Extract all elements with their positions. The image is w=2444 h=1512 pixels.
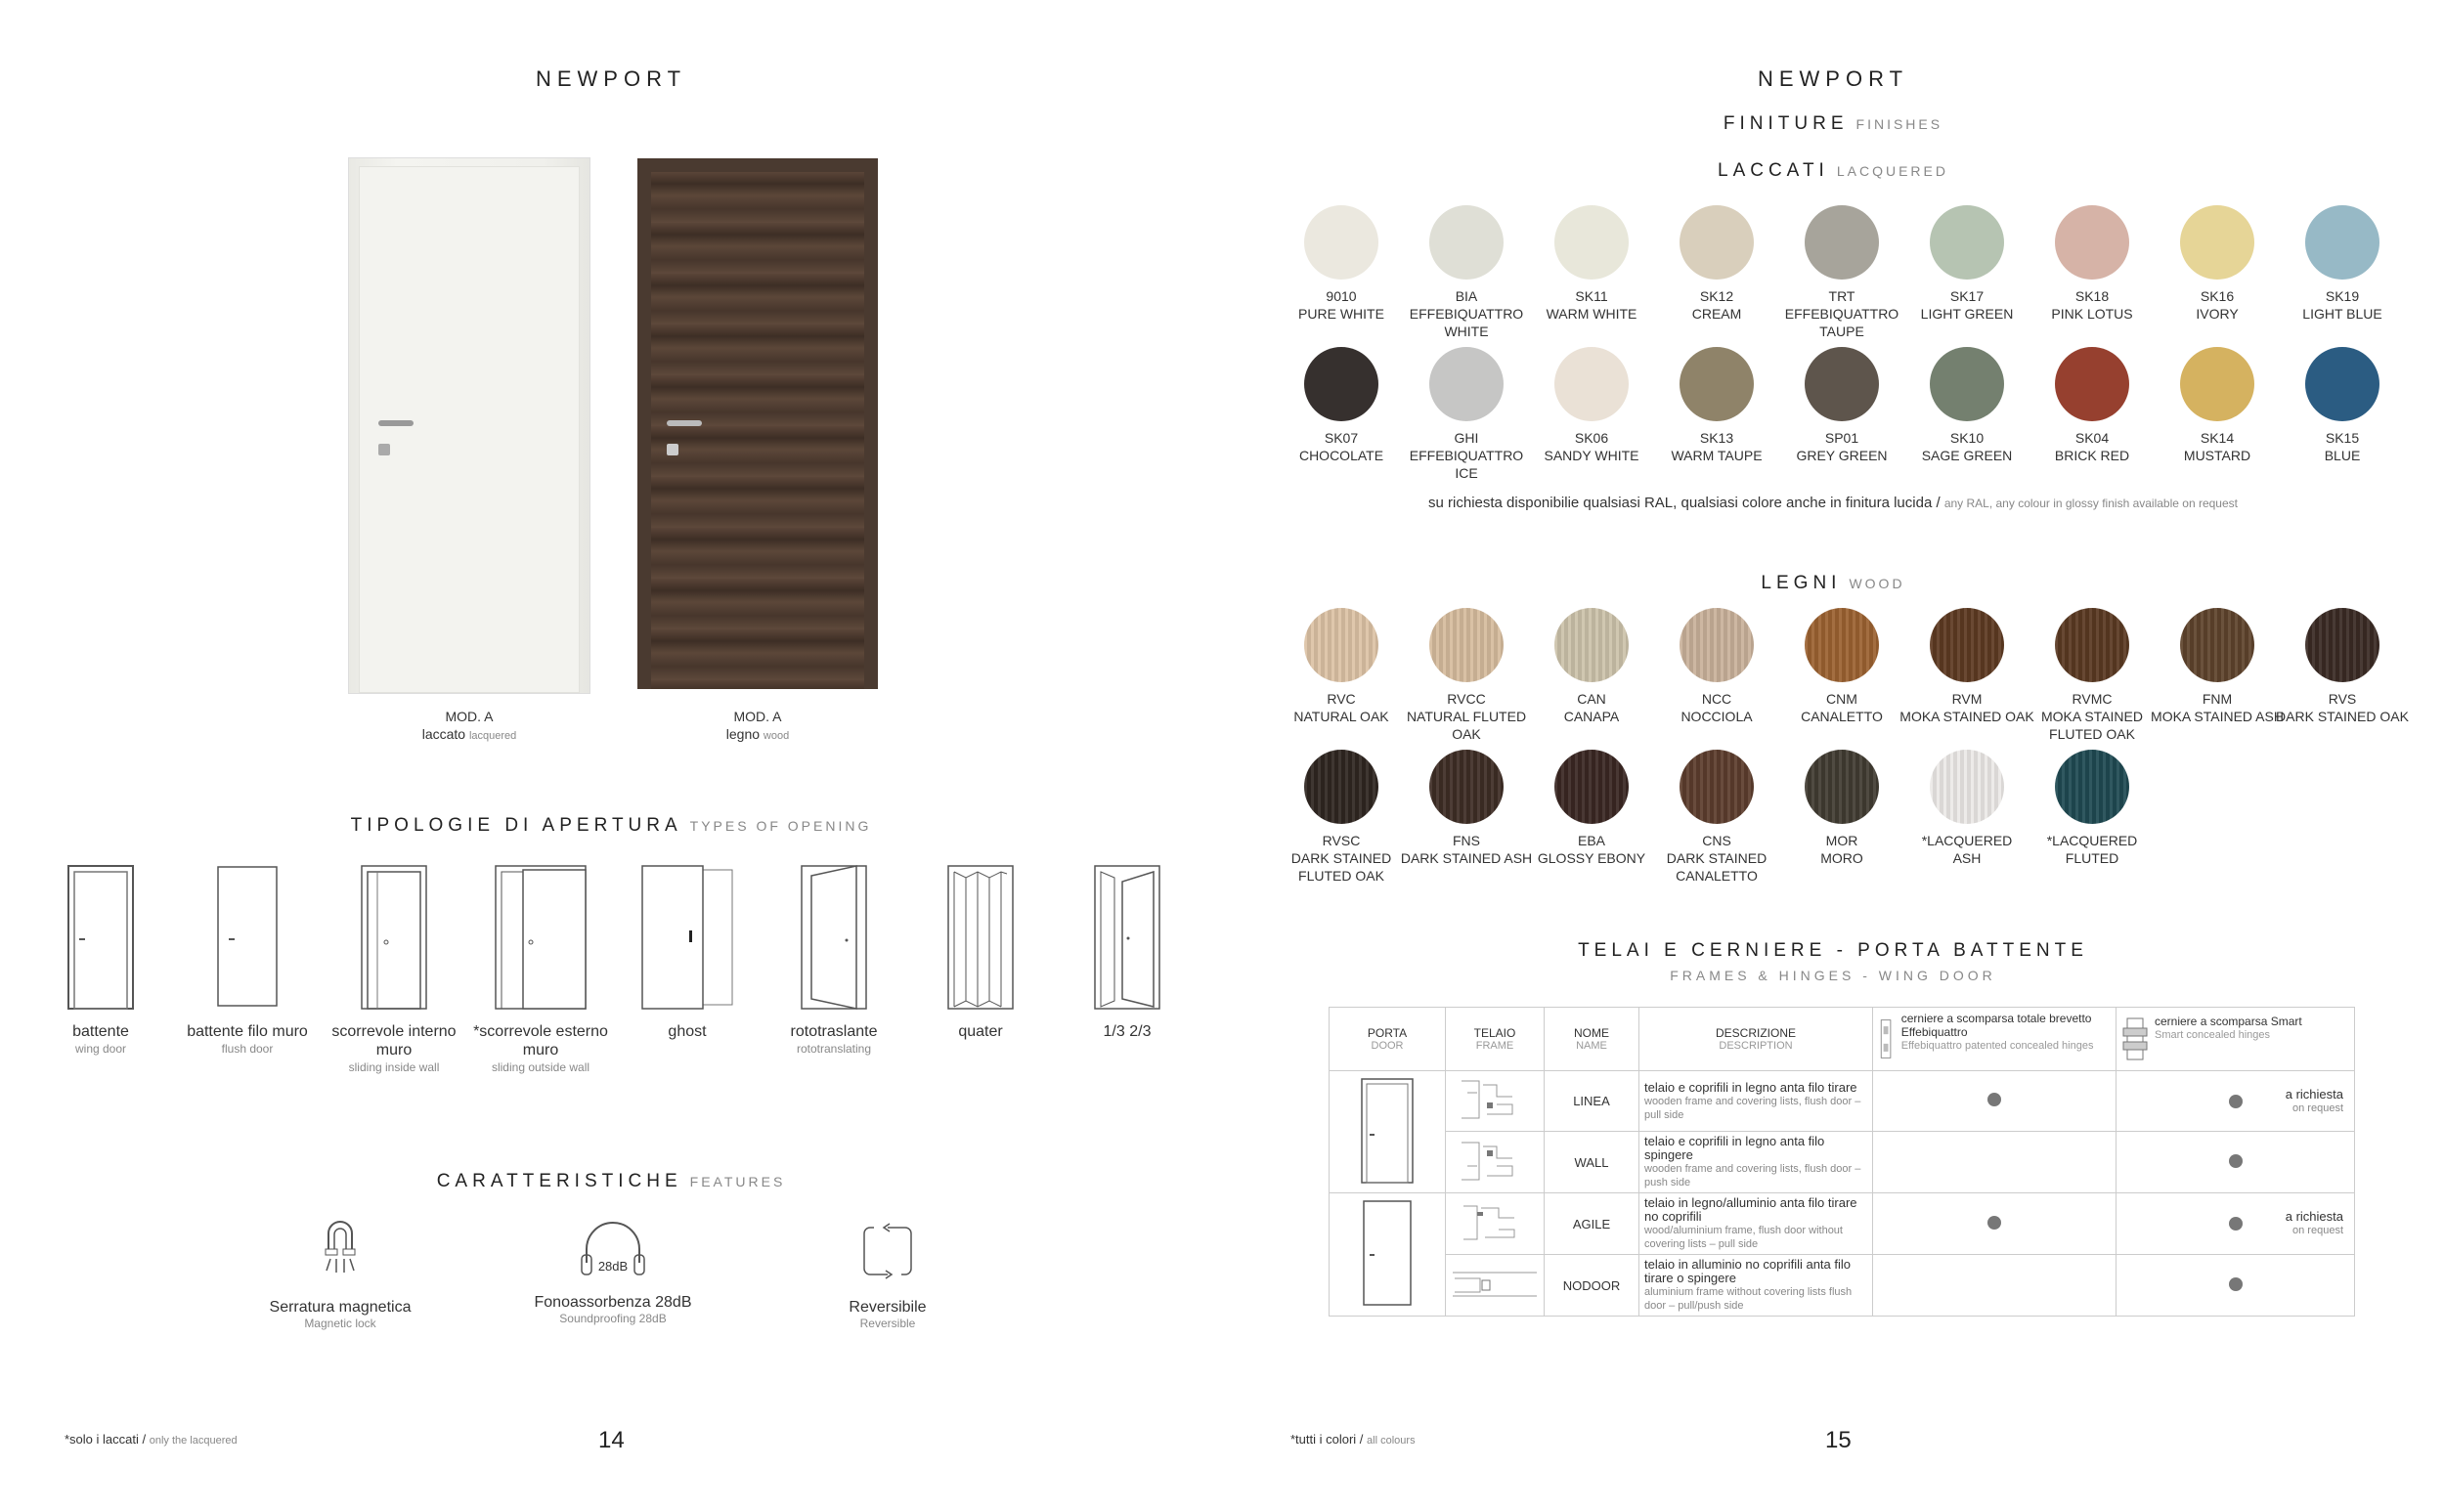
lock-icon — [667, 444, 678, 455]
lacquered-swatch-code: SP01 — [1824, 430, 1859, 446]
lacquered-swatch-color — [1429, 347, 1504, 421]
sliding-outside-wall-icon — [494, 864, 588, 1011]
wood-title: LEGNI WOOD — [1761, 573, 1905, 593]
opening-type-ghost: ghost — [609, 864, 765, 1041]
hinge-icon — [1878, 1012, 1896, 1066]
wood-swatch — [1523, 750, 1660, 867]
lacquered-swatch-name: CHOCOLATE — [1298, 448, 1384, 463]
lacquered-swatch-color — [1930, 205, 2004, 280]
wood-swatch-color — [2055, 608, 2129, 682]
brand-title-right: NEWPORT — [1757, 66, 1909, 91]
wood-swatch-code: MOR — [1825, 833, 1858, 848]
wood-swatch-name: NATURAL OAK — [1293, 709, 1389, 724]
page-number-right: 15 — [1825, 1427, 1852, 1453]
lacquered-swatch-name: BLUE — [2324, 448, 2361, 463]
headphones-icon-label: 28dB — [597, 1259, 629, 1274]
ghost-door-icon — [640, 864, 734, 1011]
wood-swatch-code: *LACQUERED — [2046, 833, 2138, 848]
lacquered-swatch — [2024, 347, 2160, 464]
lacquered-swatch-code: SK15 — [2325, 430, 2360, 446]
table-header-row — [1330, 1008, 2355, 1071]
lacquered-swatch-name: EFFEBIQUATTRO ICE — [1409, 448, 1524, 481]
table-header: cerniere a scomparsa totale brevetto Effebiquattro Effebiquattro patented concealed hinges — [1873, 1008, 2117, 1071]
lacquered-swatch — [2149, 347, 2286, 464]
lacquered-swatch-name: LIGHT BLUE — [2302, 306, 2382, 322]
wood-swatch-name: CANAPA — [1563, 709, 1620, 724]
wood-swatch-code: FNM — [2202, 691, 2233, 707]
wood-swatch-name: NOCCIOLA — [1680, 709, 1753, 724]
lacquered-swatch — [1898, 347, 2035, 464]
wood-swatch-name: MOKA STAINED ASH — [2151, 709, 2284, 724]
wood-swatch-name: NATURAL FLUTED OAK — [1406, 709, 1527, 742]
lacquered-swatch-code: BIA — [1455, 288, 1478, 304]
wood-swatch-color — [1680, 608, 1754, 682]
smart-hinge-cell — [2117, 1255, 2355, 1317]
lacquered-swatch — [1773, 205, 1910, 340]
lacquered-title: LACCATI LACQUERED — [1718, 160, 1948, 181]
frame-section-icon — [1458, 1137, 1532, 1186]
lacquered-swatch — [1398, 205, 1535, 340]
wood-swatch-code: RVS — [2328, 691, 2357, 707]
wing-door-icon — [66, 864, 135, 1011]
table-header: cerniere a scomparsa Smart Smart concealed hinges — [2117, 1008, 2355, 1071]
frames-hinges-table — [1329, 1007, 2355, 1317]
brand-title-left: NEWPORT — [535, 66, 687, 91]
frame-drawing-cell — [1446, 1071, 1545, 1132]
lacquered-swatch-name: SANDY WHITE — [1544, 448, 1639, 463]
wood-swatch-color — [1805, 750, 1879, 824]
lacquered-swatch-name: PINK LOTUS — [2051, 306, 2133, 322]
available-dot-icon — [1987, 1093, 2001, 1106]
lacquered-swatch-color — [1554, 347, 1629, 421]
lacquered-swatch-name: LIGHT GREEN — [1920, 306, 2014, 322]
lacquered-swatch-name: CREAM — [1691, 306, 1742, 322]
wood-swatch-color — [1680, 750, 1754, 824]
lacquered-swatch-color — [1930, 347, 2004, 421]
wood-swatch — [1523, 608, 1660, 725]
lacquered-swatch-name: EFFEBIQUATTRO TAUPE — [1784, 306, 1899, 339]
wood-swatch — [1773, 608, 1910, 725]
lacquered-swatch-color — [1680, 347, 1754, 421]
frame-section-icon — [1451, 1265, 1539, 1304]
wood-swatch-color — [1429, 608, 1504, 682]
lacquered-swatch-code: TRT — [1828, 288, 1855, 304]
frame-drawing-cell — [1446, 1193, 1545, 1255]
lock-icon — [378, 444, 390, 455]
lacquered-swatch — [1398, 347, 1535, 482]
available-dot-icon — [2229, 1095, 2243, 1108]
wood-swatch-color — [1805, 608, 1879, 682]
wood-swatch-name: ASH — [1952, 850, 1982, 866]
wood-swatch — [2149, 608, 2286, 725]
lacquered-swatch-code: SK12 — [1699, 288, 1734, 304]
lacquered-swatch-code: SK07 — [1324, 430, 1359, 446]
table-header: PORTA DOOR — [1330, 1008, 1446, 1071]
wood-swatch-name: MOKA STAINED FLUTED OAK — [2041, 709, 2143, 742]
wood-swatch-name: DARK STAINED CANALETTO — [1666, 850, 1768, 884]
available-dot-icon — [2229, 1277, 2243, 1291]
wood-swatch-color — [2055, 750, 2129, 824]
lacquered-swatch-color — [1429, 205, 1504, 280]
lacquered-swatch-name: EFFEBIQUATTRO WHITE — [1409, 306, 1524, 339]
smart-hinge-cell: a richiesta on request — [2117, 1071, 2355, 1132]
available-dot-icon — [2229, 1217, 2243, 1231]
feature-reversible: Reversibile Reversible — [761, 1220, 1015, 1330]
lacquered-swatch-color — [1805, 205, 1879, 280]
wood-swatch-name: DARK STAINED OAK — [2276, 709, 2409, 724]
wood-swatch — [1773, 750, 1910, 867]
frame-section-icon — [1458, 1198, 1532, 1247]
opening-type-one-third-two-thirds: 1/3 2/3 — [1049, 864, 1205, 1041]
lacquered-swatch — [1648, 205, 1785, 323]
lacquered-swatch — [1648, 347, 1785, 464]
lacquered-swatch-code: SK17 — [1949, 288, 1985, 304]
wood-swatch-code: NCC — [1701, 691, 1732, 707]
wood-swatch-name: DARK STAINED FLUTED OAK — [1290, 850, 1392, 884]
table-header: NOME NAME — [1545, 1008, 1639, 1071]
opening-type-scorrevole-esterno: *scorrevole esterno muro sliding outside wall — [462, 864, 619, 1075]
wood-swatch-code: RVCC — [1447, 691, 1486, 707]
door-outline-icon — [1360, 1077, 1415, 1185]
wood-swatch-color — [1930, 750, 2004, 824]
frame-name: NODOOR — [1545, 1255, 1639, 1317]
headphones-icon — [579, 1220, 647, 1280]
opening-type-scorrevole-interno: scorrevole interno muro sliding inside wall — [316, 864, 472, 1075]
wood-swatch — [1898, 608, 2035, 725]
wood-swatch — [2024, 608, 2160, 743]
rototranslating-door-icon — [800, 864, 868, 1011]
wood-swatch-code: EBA — [1577, 833, 1605, 848]
wood-swatch-name: GLOSSY EBONY — [1537, 850, 1646, 866]
magnetic-lock-icon — [213, 1220, 467, 1285]
effebiquattro-hinge-cell — [1873, 1071, 2117, 1132]
frame-name: AGILE — [1545, 1193, 1639, 1255]
table-row — [1330, 1255, 2355, 1317]
wood-swatch — [2024, 750, 2160, 867]
lacquered-swatch-code: SK14 — [2200, 430, 2235, 446]
folding-door-icon — [946, 864, 1015, 1011]
frame-name: LINEA — [1545, 1071, 1639, 1132]
lacquered-swatch — [1273, 205, 1410, 323]
wood-swatch-name: FLUTED — [2065, 850, 2119, 866]
wood-swatch — [1648, 750, 1785, 885]
wood-swatch-code: *LACQUERED — [1921, 833, 2013, 848]
wood-swatch-color — [1554, 608, 1629, 682]
lacquered-swatch — [1273, 347, 1410, 464]
smart-hinge-cell — [2117, 1132, 2355, 1193]
effebiquattro-hinge-cell — [1873, 1255, 2117, 1317]
lacquered-swatch-color — [2305, 347, 2379, 421]
lacquered-swatch-color — [1680, 205, 1754, 280]
wood-swatch-code: FNS — [1453, 833, 1480, 848]
frame-name: WALL — [1545, 1132, 1639, 1193]
sliding-inside-wall-icon — [360, 864, 428, 1011]
lacquered-swatch-color — [2055, 205, 2129, 280]
smart-hinge-icon — [2121, 1015, 2149, 1063]
lacquered-swatch-color — [1554, 205, 1629, 280]
lacquered-swatch — [1898, 205, 2035, 323]
lacquered-swatch — [1523, 347, 1660, 464]
frame-description: telaio e coprifili in legno anta filo tirare wooden frame and covering lists, flush door – pull side — [1639, 1071, 1873, 1132]
wood-swatch — [1273, 608, 1410, 725]
frame-description: telaio in legno/alluminio anta filo tirare no coprifili wood/aluminium frame, flush door without covering lists – pull side — [1639, 1193, 1873, 1255]
feature-magnetic-lock: Serratura magnetica Magnetic lock — [213, 1220, 467, 1330]
wood-swatch-code: RVC — [1327, 691, 1356, 707]
table-row — [1330, 1132, 2355, 1193]
opening-type-battente: battente wing door — [22, 864, 179, 1057]
lacquered-swatch-code: SK16 — [2200, 288, 2235, 304]
table-header: TELAIO FRAME — [1446, 1008, 1545, 1071]
lacquered-swatch-color — [2180, 205, 2254, 280]
wood-swatch-color — [2305, 608, 2379, 682]
lacquered-swatch-name: WARM TAUPE — [1671, 448, 1763, 463]
effebiquattro-hinge-cell — [1873, 1193, 2117, 1255]
lacquered-swatch — [1773, 347, 1910, 464]
footnote-left: *solo i laccati / only the lacquered — [65, 1432, 238, 1447]
lacquered-swatch-code: SK10 — [1949, 430, 1985, 446]
wood-swatch — [1648, 608, 1785, 725]
wood-swatch-name: DARK STAINED ASH — [1400, 850, 1533, 866]
wood-swatch-code: CNS — [1702, 833, 1731, 848]
frame-description: telaio e coprifili in legno anta filo spingere wooden frame and covering lists, flush door – push side — [1639, 1132, 1873, 1193]
lacquered-swatch-color — [2055, 347, 2129, 421]
wood-swatch — [1398, 750, 1535, 867]
lacquered-swatch-code: SK04 — [2074, 430, 2110, 446]
wood-swatch-name: MORO — [1820, 850, 1863, 866]
features-title: CARATTERISTICHE FEATURES — [436, 1171, 786, 1191]
wood-swatch-color — [1304, 750, 1378, 824]
wood-swatch — [1898, 750, 2035, 867]
lacquered-swatch-name: PURE WHITE — [1298, 306, 1384, 322]
available-dot-icon — [1987, 1216, 2001, 1230]
wood-swatch — [2274, 608, 2411, 725]
opening-type-rototraslante: rototraslante rototranslating — [756, 864, 912, 1057]
wood-swatch-code: RVSC — [1322, 833, 1361, 848]
lacquered-swatch-code: SK11 — [1575, 288, 1608, 304]
flush-door-outline-icon — [1360, 1199, 1415, 1307]
frames-subtitle: FRAMES & HINGES - WING DOOR — [1670, 968, 1996, 983]
lacquered-swatch-name: GREY GREEN — [1796, 448, 1888, 463]
lacquered-note: su richiesta disponibilie qualsiasi RAL, qualsiasi colore anche in finitura lucida / any RAL, any colour in glossy finish available on request — [1428, 495, 2238, 511]
wood-swatch-name: MOKA STAINED OAK — [1899, 709, 2034, 724]
lacquered-swatch-color — [2305, 205, 2379, 280]
lacquered-swatch-name: IVORY — [2196, 306, 2239, 322]
door-caption-lacquered: MOD. A laccato lacquered — [421, 709, 517, 742]
wood-swatch-code: CNM — [1826, 691, 1857, 707]
lacquered-swatch-code: 9010 — [1326, 288, 1357, 304]
page-number-left: 14 — [598, 1427, 625, 1453]
double-wing-door-icon — [1093, 864, 1161, 1011]
door-drawing-cell — [1330, 1071, 1446, 1193]
lacquered-swatch-code: SK18 — [2074, 288, 2110, 304]
lacquered-swatch-code: SK19 — [2325, 288, 2360, 304]
opening-type-quater: quater — [902, 864, 1059, 1041]
lacquered-swatch-name: SAGE GREEN — [1921, 448, 2013, 463]
handle-icon — [378, 420, 414, 426]
effebiquattro-hinge-cell — [1873, 1132, 2117, 1193]
lacquered-swatch-name: MUSTARD — [2183, 448, 2251, 463]
lacquered-swatch-color — [2180, 347, 2254, 421]
lacquered-swatch-color — [1304, 347, 1378, 421]
wood-swatch-color — [1554, 750, 1629, 824]
lacquered-swatch — [2274, 347, 2411, 464]
lacquered-swatch-code: SK13 — [1699, 430, 1734, 446]
wood-swatch-name: CANALETTO — [1801, 709, 1883, 724]
door-drawing-cell — [1330, 1193, 1446, 1317]
frame-section-icon — [1458, 1075, 1532, 1124]
wood-swatch — [1398, 608, 1535, 743]
wood-swatch-code: CAN — [1577, 691, 1606, 707]
lacquered-swatch — [2274, 205, 2411, 323]
door-caption-wood: MOD. A legno wood — [725, 709, 790, 742]
wood-swatch-code: RVM — [1951, 691, 1983, 707]
smart-hinge-cell: a richiesta on request — [2117, 1193, 2355, 1255]
lacquered-swatch — [2149, 205, 2286, 323]
door-image-lacquered — [349, 158, 589, 693]
available-dot-icon — [2229, 1154, 2243, 1168]
flush-door-icon — [213, 864, 282, 1011]
wood-swatch-code: RVMC — [2072, 691, 2113, 707]
lacquered-swatch-color — [1304, 205, 1378, 280]
handle-icon — [667, 420, 702, 426]
lacquered-swatch-code: SK06 — [1574, 430, 1609, 446]
lacquered-swatch — [2024, 205, 2160, 323]
table-row — [1330, 1193, 2355, 1255]
finishes-title: FINITURE FINISHES — [1723, 113, 1943, 134]
frames-title: TELAI E CERNIERE - PORTA BATTENTE — [1578, 940, 2088, 961]
footnote-right: *tutti i colori / all colours — [1290, 1432, 1416, 1447]
wood-swatch-color — [1930, 608, 2004, 682]
table-row — [1330, 1071, 2355, 1132]
lacquered-swatch — [1523, 205, 1660, 323]
lacquered-swatch-name: WARM WHITE — [1546, 306, 1637, 322]
door-image-wood — [637, 158, 878, 689]
wood-swatch-color — [2180, 608, 2254, 682]
opening-types-title: TIPOLOGIE DI APERTURA TYPES OF OPENING — [350, 815, 872, 836]
frame-drawing-cell — [1446, 1255, 1545, 1317]
wood-swatch — [1273, 750, 1410, 885]
feature-soundproofing: 28dB Fonoassorbenza 28dB Soundproofing 28dB — [486, 1220, 740, 1325]
table-header: DESCRIZIONE DESCRIPTION — [1639, 1008, 1873, 1071]
opening-type-battente-filo-muro: battente filo muro flush door — [169, 864, 326, 1057]
lacquered-swatch-name: BRICK RED — [2054, 448, 2130, 463]
lacquered-swatch-code: GHI — [1454, 430, 1479, 446]
reversible-icon — [761, 1220, 1015, 1285]
wood-swatch-color — [1429, 750, 1504, 824]
wood-swatch-color — [1304, 608, 1378, 682]
frame-description: telaio in alluminio no coprifili anta filo tirare o spingere aluminium frame without covering lists flush door – pull/push side — [1639, 1255, 1873, 1317]
frame-drawing-cell — [1446, 1132, 1545, 1193]
lacquered-swatch-color — [1805, 347, 1879, 421]
